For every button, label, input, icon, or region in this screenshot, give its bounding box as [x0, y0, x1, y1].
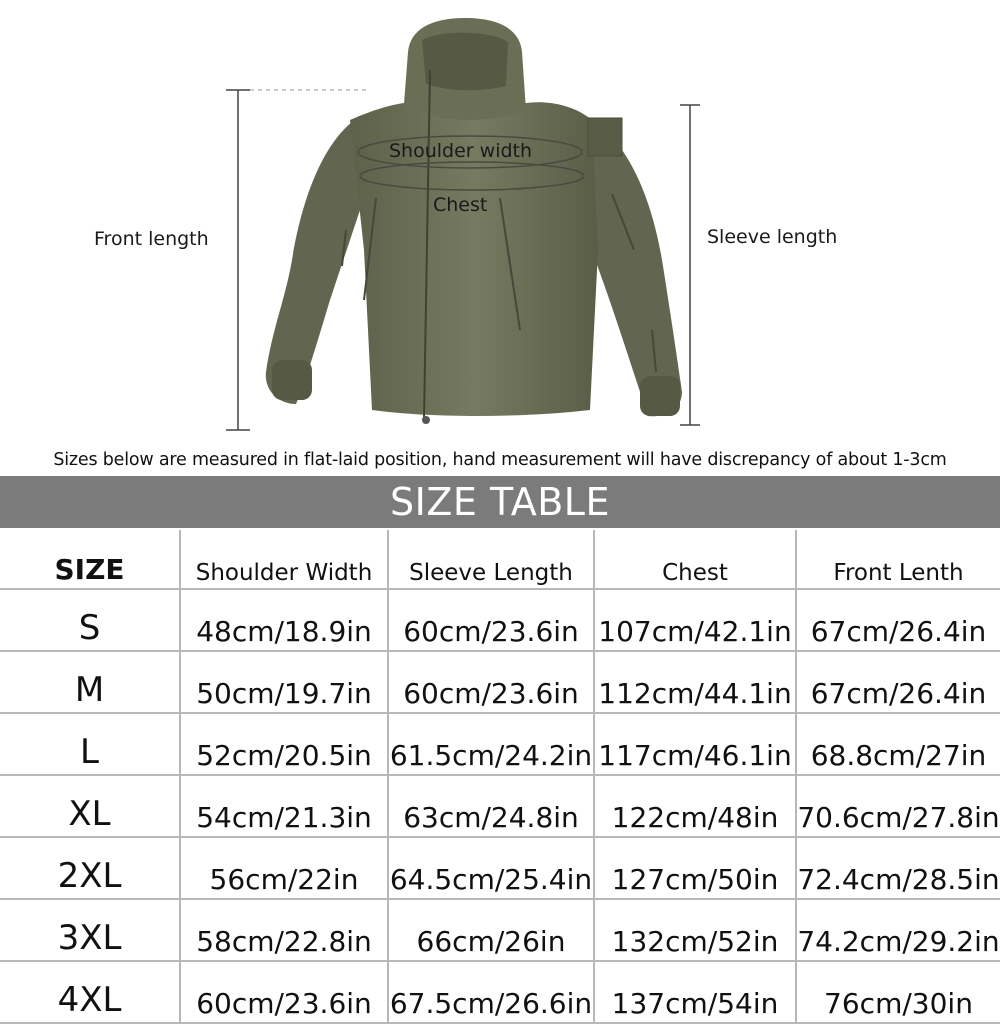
chest-cell: 112cm/44.1in [594, 651, 796, 713]
header-front-length: Front Lenth [796, 530, 1000, 589]
chest-label: Chest [433, 194, 488, 216]
measurement-note: Sizes below are measured in flat-laid position, hand measurement will have discrepancy of about 1-3cm [53, 450, 947, 470]
size-cell: L [0, 713, 180, 775]
chest-cell: 107cm/42.1in [594, 589, 796, 651]
chest-cell: 127cm/50in [594, 837, 796, 899]
size-table-banner: SIZE TABLE [0, 476, 1000, 528]
sleeve-cell: 66cm/26in [388, 899, 594, 961]
table-row [0, 651, 1000, 713]
front-length-cell: 76cm/30in [796, 961, 1000, 1023]
shoulder-cell: 48cm/18.9in [180, 589, 388, 651]
shoulder-cell: 54cm/21.3in [180, 775, 388, 837]
table-row [0, 837, 1000, 899]
size-cell: 4XL [0, 961, 180, 1023]
size-cell: 3XL [0, 899, 180, 961]
jacket-illustration [0, 0, 1000, 440]
header-chest: Chest [594, 530, 796, 589]
table-row [0, 899, 1000, 961]
sleeve-length-line [680, 105, 700, 425]
header-shoulder-width: Shoulder Width [180, 530, 388, 589]
front-length-cell: 67cm/26.4in [796, 651, 1000, 713]
size-cell: 2XL [0, 837, 180, 899]
table-row [0, 961, 1000, 1023]
sleeve-cell: 64.5cm/25.4in [388, 837, 594, 899]
sleeve-cell: 67.5cm/26.6in [388, 961, 594, 1023]
shoulder-cell: 58cm/22.8in [180, 899, 388, 961]
front-length-label: Front length [94, 228, 209, 250]
size-table-header [0, 530, 1000, 589]
shoulder-cell: 50cm/19.7in [180, 651, 388, 713]
chest-cell: 122cm/48in [594, 775, 796, 837]
table-row [0, 589, 1000, 651]
front-length-cell: 67cm/26.4in [796, 589, 1000, 651]
chest-cell: 117cm/46.1in [594, 713, 796, 775]
sleeve-length-label: Sleeve length [707, 226, 838, 248]
table-row [0, 775, 1000, 837]
size-cell: M [0, 651, 180, 713]
shoulder-width-label: Shoulder width [389, 140, 533, 162]
front-length-cell: 68.8cm/27in [796, 713, 1000, 775]
size-cell: S [0, 589, 180, 651]
front-length-cell: 70.6cm/27.8in [796, 775, 1000, 837]
size-cell: XL [0, 775, 180, 837]
front-length-cell: 74.2cm/29.2in [796, 899, 1000, 961]
chest-cell: 137cm/54in [594, 961, 796, 1023]
measurement-diagram [0, 0, 1000, 440]
table-row [0, 713, 1000, 775]
chest-cell: 132cm/52in [594, 899, 796, 961]
sleeve-cell: 60cm/23.6in [388, 589, 594, 651]
shoulder-cell: 56cm/22in [180, 837, 388, 899]
size-table [0, 530, 1000, 1024]
shoulder-cell: 52cm/20.5in [180, 713, 388, 775]
header-size: SIZE [0, 530, 180, 589]
sleeve-cell: 61.5cm/24.2in [388, 713, 594, 775]
sleeve-cell: 63cm/24.8in [388, 775, 594, 837]
sleeve-cell: 60cm/23.6in [388, 651, 594, 713]
front-length-cell: 72.4cm/28.5in [796, 837, 1000, 899]
shoulder-cell: 60cm/23.6in [180, 961, 388, 1023]
header-sleeve-length: Sleeve Length [388, 530, 594, 589]
